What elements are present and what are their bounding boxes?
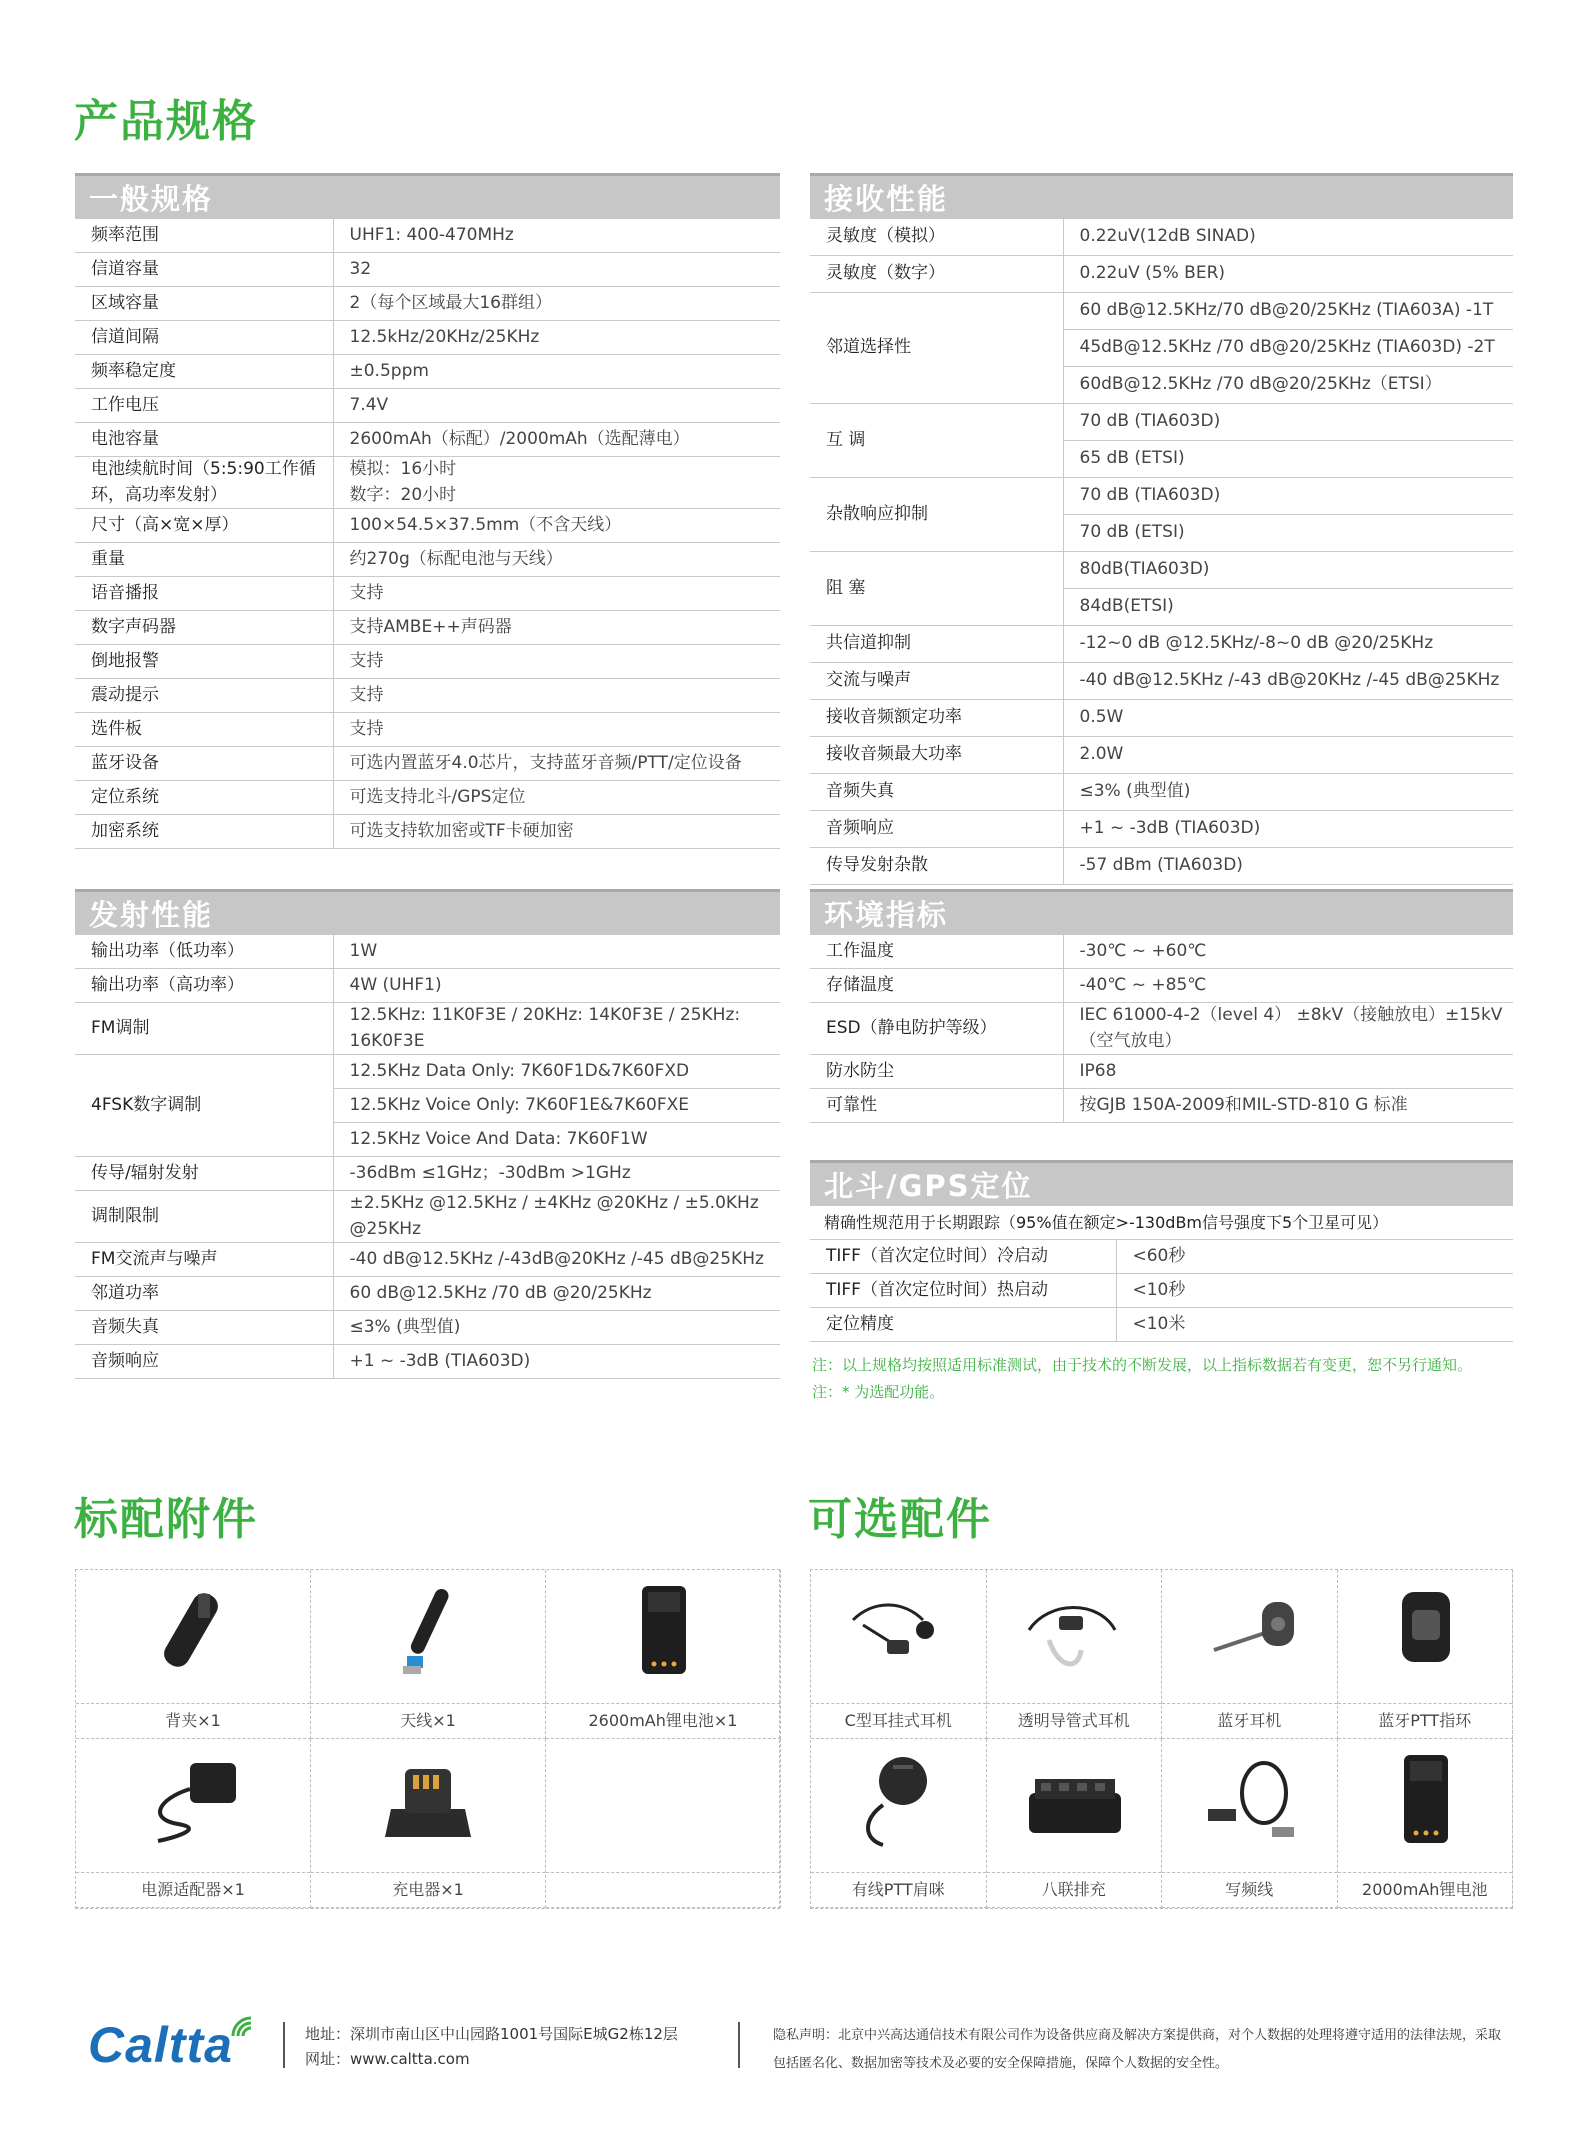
spec-label: 定位精度 (810, 1308, 1116, 1342)
page-title: 产品规格 (74, 96, 258, 147)
spec-value: 32 (333, 253, 780, 287)
spec-row (75, 543, 780, 577)
accessory-label: 充电器×1 (311, 1872, 545, 1907)
spec-row (75, 1345, 780, 1379)
accessory-label: 电源适配器×1 (76, 1872, 310, 1907)
spec-value: 模拟：16小时 数字：20小时 (333, 457, 780, 509)
spec-row (75, 1243, 780, 1277)
spec-value: 2600mAh（标配）/2000mAh（选配薄电） (333, 423, 780, 457)
spec-value: 65 dB (ETSI) (1063, 441, 1513, 478)
transmit-section (75, 889, 780, 1379)
accessory-label: 2000mAh锂电池 (1338, 1872, 1513, 1907)
accessory-item (76, 1570, 311, 1739)
spec-label: 蓝牙设备 (75, 747, 333, 781)
gps-table (810, 1240, 1513, 1342)
spec-label: 4FSK数字调制 (75, 1055, 333, 1157)
spec-row (75, 1003, 780, 1055)
spec-row (75, 457, 780, 509)
accessory-label: C型耳挂式耳机 (811, 1703, 986, 1738)
spec-value: 可选内置蓝牙4.0芯片，支持蓝牙音频/PTT/定位设备 (333, 747, 780, 781)
spec-label: 邻道选择性 (810, 293, 1063, 404)
spec-row (75, 781, 780, 815)
spec-value: 0.22uV (5% BER) (1063, 256, 1513, 293)
spec-value: -40℃ ~ +85℃ (1063, 969, 1513, 1003)
spec-value: 7.4V (333, 389, 780, 423)
optional-accessories-title: 可选配件 (808, 1494, 992, 1545)
spec-label: 阻 塞 (810, 552, 1063, 626)
spec-value: -12~0 dB @12.5KHz/-8~0 dB @20/25KHz (1063, 626, 1513, 663)
spec-label: 灵敏度（模拟） (810, 219, 1063, 256)
accessory-label (546, 1872, 780, 1907)
spec-value: ±0.5ppm (333, 355, 780, 389)
spec-label: 重量 (75, 543, 333, 577)
spec-row (810, 1089, 1513, 1123)
spec-row (75, 423, 780, 457)
spec-label: 音频响应 (810, 811, 1063, 848)
spec-label: 工作温度 (810, 935, 1063, 969)
accessory-label: 背夹×1 (76, 1703, 310, 1738)
note-1: 注：以上规格均按照适用标准测试，由于技术的不断发展，以上指标数据若有变更，恕不另行通知。 (812, 1356, 1473, 1374)
spec-value: ≤3% (典型值) (333, 1311, 780, 1345)
spec-row (75, 1055, 780, 1089)
spec-label: FM调制 (75, 1003, 333, 1055)
accessory-item (311, 1570, 546, 1739)
spec-value: +1 ~ -3dB (TIA603D) (333, 1345, 780, 1379)
battery-icon (608, 1580, 718, 1680)
spec-row (810, 774, 1513, 811)
footer-address: 地址：深圳市南山区中山园路1001号国际E城G2栋12层 (305, 2025, 678, 2043)
spec-label: 调制限制 (75, 1191, 333, 1243)
spec-value: IP68 (1063, 1055, 1513, 1089)
spec-value: 可选支持北斗/GPS定位 (333, 781, 780, 815)
accessory-item (1338, 1570, 1514, 1739)
spec-value: <10秒 (1116, 1274, 1513, 1308)
spec-value: 60dB@12.5KHz /70 dB@20/25KHz（ETSI） (1063, 367, 1513, 404)
spec-label: 频率范围 (75, 219, 333, 253)
bluetooth-headset-icon (1194, 1580, 1304, 1680)
spec-label: 输出功率（高功率） (75, 969, 333, 1003)
transmit-table (75, 935, 780, 1379)
spec-row (75, 287, 780, 321)
belt-clip-icon (138, 1580, 248, 1680)
footer-contact (305, 2022, 678, 2072)
spec-row (75, 815, 780, 849)
spec-row (75, 611, 780, 645)
multi-charger-icon (1019, 1749, 1129, 1849)
accessory-label: 有线PTT肩咪 (811, 1872, 986, 1907)
spec-label: 防水防尘 (810, 1055, 1063, 1089)
receive-section (810, 173, 1513, 885)
accessory-item (1162, 1739, 1338, 1908)
spec-label: 信道间隔 (75, 321, 333, 355)
spec-value: 4W (UHF1) (333, 969, 780, 1003)
spec-row (810, 1003, 1513, 1055)
environment-header: 环境指标 (810, 889, 1513, 935)
gps-subtitle: 精确性规范用于长期跟踪（95%值在额定>-130dBm信号强度下5个卫星可见） (810, 1206, 1513, 1240)
spec-label: ESD（静电防护等级） (810, 1003, 1063, 1055)
spec-label: 频率稳定度 (75, 355, 333, 389)
spec-value: -36dBm ≤1GHz；-30dBm >1GHz (333, 1157, 780, 1191)
spec-notes (812, 1352, 1512, 1406)
spec-label: 互 调 (810, 404, 1063, 478)
accessory-item (76, 1739, 311, 1908)
accessory-item (311, 1739, 546, 1908)
charger-icon (373, 1749, 483, 1849)
spec-value: 12.5kHz/20KHz/25KHz (333, 321, 780, 355)
spec-label: 音频失真 (810, 774, 1063, 811)
spec-row (810, 848, 1513, 885)
spec-value: 12.5KHz: 11K0F3E / 20KHz: 14K0F3E / 25KHz: 16K0F3E (333, 1003, 780, 1055)
antenna-icon (373, 1580, 483, 1680)
general-specs-header: 一般规格 (75, 173, 780, 219)
spec-value: 45dB@12.5KHz /70 dB@20/25KHz (TIA603D) -2T (1063, 330, 1513, 367)
spec-value: +1 ~ -3dB (TIA603D) (1063, 811, 1513, 848)
accessory-label: 天线×1 (311, 1703, 545, 1738)
spec-label: 接收音频额定功率 (810, 700, 1063, 737)
spec-label: 接收音频最大功率 (810, 737, 1063, 774)
spec-label: 可靠性 (810, 1089, 1063, 1123)
spec-row (75, 935, 780, 969)
spec-value: 60 dB@12.5KHz/70 dB@20/25KHz (TIA603A) -1T (1063, 293, 1513, 330)
spec-row (810, 478, 1513, 515)
accessory-item (1338, 1739, 1514, 1908)
spec-row (75, 355, 780, 389)
spec-value: <10米 (1116, 1308, 1513, 1342)
spec-row (810, 626, 1513, 663)
spec-label: 震动提示 (75, 679, 333, 713)
spec-label: 灵敏度（数字） (810, 256, 1063, 293)
spec-label: 交流与噪声 (810, 663, 1063, 700)
accessory-item (811, 1570, 987, 1739)
spec-label: 输出功率（低功率） (75, 935, 333, 969)
spec-value: 12.5KHz Voice And Data: 7K60F1W (333, 1123, 780, 1157)
spec-label: 邻道功率 (75, 1277, 333, 1311)
spec-row (810, 700, 1513, 737)
battery-icon (1370, 1749, 1480, 1849)
spec-value: IEC 61000-4-2（level 4） ±8kV（接触放电）±15kV（空气放电） (1063, 1003, 1513, 1055)
spec-row (75, 645, 780, 679)
spec-value: 70 dB (TIA603D) (1063, 404, 1513, 441)
spec-row (75, 577, 780, 611)
accessory-label: 透明导管式耳机 (987, 1703, 1162, 1738)
spec-value: 2.0W (1063, 737, 1513, 774)
tube-earphone-icon (1019, 1580, 1129, 1680)
spec-value: 70 dB (ETSI) (1063, 515, 1513, 552)
receive-table (810, 219, 1513, 885)
accessory-label: 蓝牙耳机 (1162, 1703, 1337, 1738)
spec-row (75, 321, 780, 355)
footer-divider-1 (283, 2022, 285, 2068)
spec-value: 12.5KHz Data Only: 7K60F1D&7K60FXD (333, 1055, 780, 1089)
gps-section (810, 1160, 1513, 1342)
spec-label: 信道容量 (75, 253, 333, 287)
spec-value: 84dB(ETSI) (1063, 589, 1513, 626)
spec-row (75, 1157, 780, 1191)
signal-icon (229, 2014, 255, 2040)
spec-value: 支持 (333, 645, 780, 679)
spec-label: 语音播报 (75, 577, 333, 611)
accessory-label: 写频线 (1162, 1872, 1337, 1907)
spec-row (810, 1308, 1513, 1342)
spec-row (810, 552, 1513, 589)
spec-row (810, 1240, 1513, 1274)
spec-label: 加密系统 (75, 815, 333, 849)
spec-row (75, 713, 780, 747)
spec-value: 约270g（标配电池与天线） (333, 543, 780, 577)
spec-row (75, 1191, 780, 1243)
spec-value: <60秒 (1116, 1240, 1513, 1274)
accessory-label: 八联排充 (987, 1872, 1162, 1907)
spec-row (810, 811, 1513, 848)
footer-divider-2 (738, 2022, 740, 2068)
spec-label: 工作电压 (75, 389, 333, 423)
spec-value: 12.5KHz Voice Only: 7K60F1E&7K60FXE (333, 1089, 780, 1123)
spec-row (75, 747, 780, 781)
spec-row (75, 509, 780, 543)
spec-row (810, 737, 1513, 774)
spec-value: 80dB(TIA603D) (1063, 552, 1513, 589)
spec-label: 电池续航时间（5:5:90工作循环，高功率发射） (75, 457, 333, 509)
transmit-header: 发射性能 (75, 889, 780, 935)
spec-row (810, 404, 1513, 441)
footer-privacy: 隐私声明：北京中兴高达通信技术有限公司作为设备供应商及解决方案提供商，对个人数据的处理将遵守适用的法律法规，采取包括匿名化、数据加密等技术及必要的安全保障措施，保障个人数据的安全性。 (773, 2028, 1502, 2071)
spec-row (810, 969, 1513, 1003)
standard-accessories-title: 标配附件 (74, 1494, 258, 1545)
spec-label: 传导发射杂散 (810, 848, 1063, 885)
spec-label: 共信道抑制 (810, 626, 1063, 663)
brand-name: Caltta (88, 2017, 233, 2073)
spec-row (810, 219, 1513, 256)
accessory-item (987, 1570, 1163, 1739)
spec-value: 1W (333, 935, 780, 969)
footer-website: 网址：www.caltta.com (305, 2050, 470, 2068)
accessory-item (546, 1570, 781, 1739)
receive-header: 接收性能 (810, 173, 1513, 219)
spec-row (75, 679, 780, 713)
speaker-mic-icon (843, 1749, 953, 1849)
standard-accessories-grid (75, 1569, 780, 1909)
spec-row (810, 256, 1513, 293)
spec-value: 支持 (333, 577, 780, 611)
spec-row (75, 219, 780, 253)
environment-section (810, 889, 1513, 1123)
environment-table (810, 935, 1513, 1123)
spec-label: TIFF（首次定位时间）热启动 (810, 1274, 1116, 1308)
spec-row (75, 389, 780, 423)
optional-accessories-grid (810, 1569, 1513, 1909)
spec-value: 按GJB 150A-2009和MIL-STD-810 G 标准 (1063, 1089, 1513, 1123)
spec-value: -40 dB@12.5KHz /-43dB@20KHz /-45 dB@25KHz (333, 1243, 780, 1277)
spec-value: 支持 (333, 679, 780, 713)
spec-value: ±2.5KHz @12.5KHz / ±4KHz @20KHz / ±5.0KHz @25KHz (333, 1191, 780, 1243)
accessory-item (546, 1739, 781, 1908)
general-specs-table (75, 219, 780, 849)
spec-value: 100×54.5×37.5mm（不含天线） (333, 509, 780, 543)
spec-value: 可选支持软加密或TF卡硬加密 (333, 815, 780, 849)
spec-label: 杂散响应抑制 (810, 478, 1063, 552)
accessory-item (1162, 1570, 1338, 1739)
spec-value: 支持AMBE++声码器 (333, 611, 780, 645)
spec-row (810, 1055, 1513, 1089)
spec-value: -30℃ ~ +60℃ (1063, 935, 1513, 969)
spec-row (810, 293, 1513, 330)
accessory-item (811, 1739, 987, 1908)
spec-value: 0.22uV(12dB SINAD) (1063, 219, 1513, 256)
spec-label: 定位系统 (75, 781, 333, 815)
spec-row (810, 663, 1513, 700)
note-2: 注：* 为选配功能。 (812, 1383, 945, 1401)
spec-row (75, 253, 780, 287)
spec-row (75, 1311, 780, 1345)
accessory-item (987, 1739, 1163, 1908)
spec-value: -57 dBm (TIA603D) (1063, 848, 1513, 885)
spec-label: 区域容量 (75, 287, 333, 321)
programming-cable-icon (1194, 1749, 1304, 1849)
spec-label: FM交流声与噪声 (75, 1243, 333, 1277)
spec-value: -40 dB@12.5KHz /-43 dB@20KHz /-45 dB@25KHz (1063, 663, 1513, 700)
spec-value: 2（每个区域最大16群组） (333, 287, 780, 321)
spec-label: 存储温度 (810, 969, 1063, 1003)
spec-value: 60 dB@12.5KHz /70 dB @20/25KHz (333, 1277, 780, 1311)
accessory-label: 蓝牙PTT指环 (1338, 1703, 1513, 1738)
spec-label: 数字声码器 (75, 611, 333, 645)
spec-label: 尺寸（高×宽×厚） (75, 509, 333, 543)
spec-label: 传导/辐射发射 (75, 1157, 333, 1191)
spec-value: UHF1: 400-470MHz (333, 219, 780, 253)
general-specs-section (75, 173, 780, 849)
ptt-ring-icon (1370, 1580, 1480, 1680)
spec-label: 选件板 (75, 713, 333, 747)
spec-row (75, 969, 780, 1003)
caltta-logo (88, 2016, 233, 2074)
spec-row (810, 1274, 1513, 1308)
spec-value: 支持 (333, 713, 780, 747)
spec-row (810, 935, 1513, 969)
spec-label: 电池容量 (75, 423, 333, 457)
spec-label: TIFF（首次定位时间）冷启动 (810, 1240, 1116, 1274)
spec-value: 0.5W (1063, 700, 1513, 737)
power-adapter-icon (138, 1749, 248, 1849)
spec-value: 70 dB (TIA603D) (1063, 478, 1513, 515)
spec-row (75, 1277, 780, 1311)
spec-value: ≤3% (典型值) (1063, 774, 1513, 811)
spec-label: 倒地报警 (75, 645, 333, 679)
spec-label: 音频响应 (75, 1345, 333, 1379)
spec-label: 音频失真 (75, 1311, 333, 1345)
accessory-label: 2600mAh锂电池×1 (546, 1703, 780, 1738)
gps-header: 北斗/GPS定位 (810, 1160, 1513, 1206)
earhook-earphone-icon (843, 1580, 953, 1680)
